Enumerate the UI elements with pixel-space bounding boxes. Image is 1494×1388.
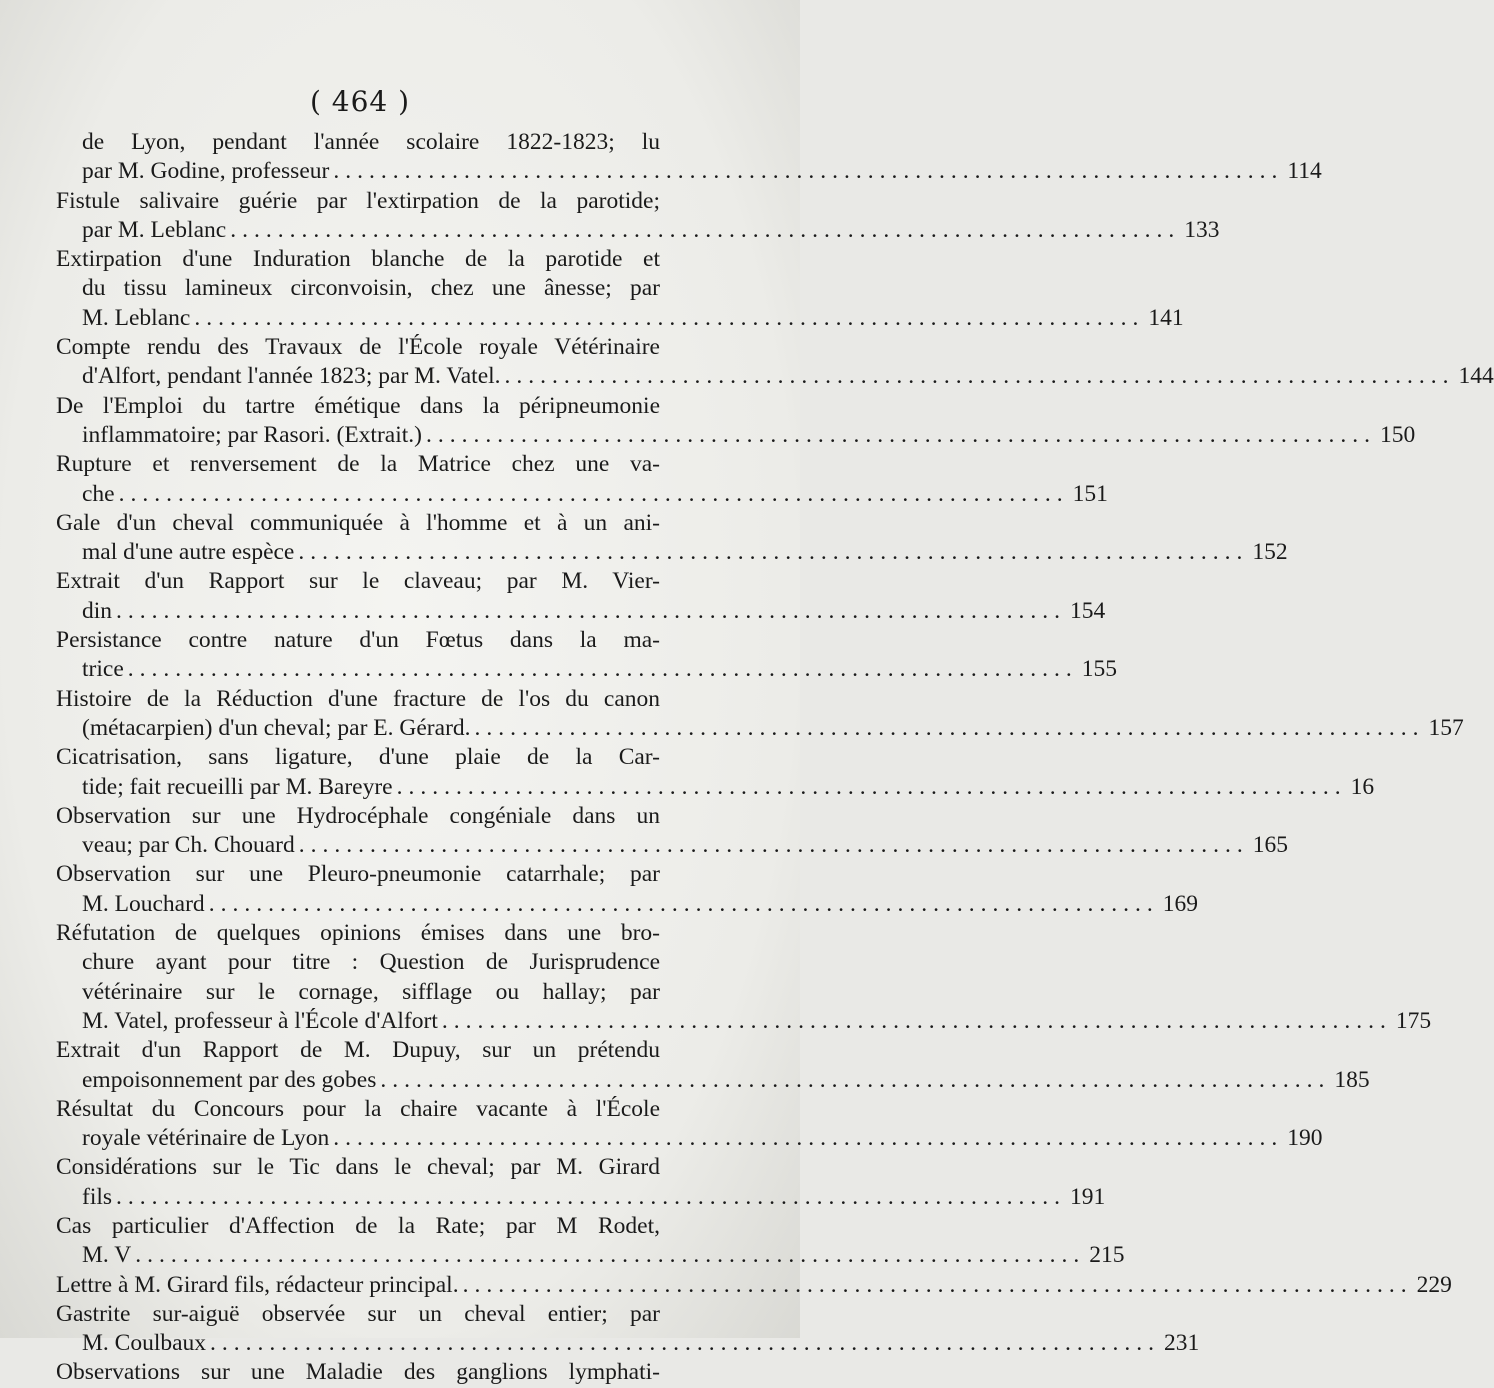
toc-entry	[56, 1358, 660, 1387]
toc-entry-page-number: 133	[1184, 216, 1220, 243]
toc-entry-text-line: Observation sur une Pleuro-pneumonie catarrhale; par	[56, 861, 660, 888]
toc-entry-title: veau; par Ch. Chouard	[82, 832, 295, 859]
toc-entry-page-number: 144	[1458, 363, 1494, 390]
toc-entry	[56, 1153, 1106, 1212]
toc-entry	[56, 187, 1220, 246]
dot-leader: ................................................................................	[462, 1271, 1413, 1298]
toc-entry-title: M. Leblanc	[82, 304, 191, 331]
toc-entry-title: par M. Leblanc	[82, 216, 227, 243]
dot-leader: ................................................................................	[194, 304, 1145, 331]
dot-leader: ................................................................................	[441, 1007, 1392, 1034]
toc-entry-last-line	[56, 773, 1375, 802]
toc-entry-last-line	[56, 1329, 1200, 1358]
toc-entry	[56, 392, 1416, 451]
toc-entry-title: M. Vatel, professeur à l'École d'Alfort	[82, 1007, 438, 1034]
toc-entry	[56, 333, 1494, 392]
toc-entry-title: inflammatoire; par Rasori. (Extrait.)	[82, 421, 422, 448]
toc-entry	[56, 450, 1108, 509]
toc-entry-last-line	[56, 714, 1464, 743]
dot-leader: ................................................................................	[396, 773, 1347, 800]
toc-entry-text-line: Extrait d'un Rapport de M. Dupuy, sur un prétendu	[56, 1037, 660, 1064]
dot-leader: ................................................................................	[210, 1330, 1161, 1357]
toc-entry-text-line: Réfutation de quelques opinions émises dans une bro-	[56, 920, 660, 947]
toc-entry-text-line: Observations sur une Maladie des ganglions lymphati-	[56, 1359, 660, 1386]
dot-leader: ................................................................................	[333, 158, 1284, 185]
toc-entry	[56, 743, 1375, 802]
toc-entry-title: trice	[82, 656, 124, 683]
dot-leader: ................................................................................	[298, 539, 1249, 566]
dot-leader: ................................................................................	[298, 832, 1249, 859]
toc-entry-text-line: Considérations sur le Tic dans le cheval; par M. Girard	[56, 1154, 660, 1181]
dot-leader: ................................................................................	[474, 714, 1425, 741]
dot-leader: ................................................................................	[230, 216, 1181, 243]
dot-leader: ................................................................................	[504, 363, 1455, 390]
toc-entry-last-line	[56, 216, 1220, 245]
toc-entry-text-line: Résultat du Concours pour la chaire vacante à l'École	[56, 1095, 660, 1122]
dot-leader: ................................................................................	[127, 656, 1078, 683]
toc-entry	[56, 1300, 1200, 1359]
toc-entry	[56, 1095, 1323, 1154]
dot-leader: ................................................................................	[118, 480, 1069, 507]
toc-entry-page-number: 150	[1379, 421, 1416, 448]
toc-entry-text-line: Cas particulier d'Affection de la Rate; par M Rodet,	[56, 1212, 660, 1239]
toc-entry-text-line: Extirpation d'une Induration blanche de la parotide et	[56, 246, 660, 273]
toc-entry-page-number: 154	[1070, 597, 1106, 624]
toc-entry-text-line: Observation sur une Hydrocéphale congéniale dans un	[56, 802, 660, 829]
toc-entry-text-line: Cicatrisation, sans ligature, d'une plaie de la Car-	[56, 744, 660, 771]
toc-entry-title: che	[82, 480, 115, 507]
toc-entry	[56, 1271, 1452, 1300]
dot-leader: ................................................................................	[333, 1125, 1284, 1152]
toc-entry-page-number: 190	[1287, 1125, 1323, 1152]
toc-entry-text-line: de Lyon, pendant l'année scolaire 1822-1823; lu	[82, 129, 660, 155]
toc-entry-text-line: Persistance contre nature d'un Fœtus dans la ma-	[56, 627, 660, 654]
toc-entry	[56, 919, 1432, 1036]
toc-entry-title: royale vétérinaire de Lyon	[82, 1125, 330, 1152]
toc-entry-page-number: 185	[1334, 1066, 1370, 1093]
toc-entry-last-line	[56, 538, 1288, 567]
toc-entry-title: Lettre à M. Girard fils, rédacteur principal.	[56, 1271, 459, 1298]
toc-entry-last-line	[56, 1066, 1370, 1095]
dot-leader: ................................................................................	[380, 1066, 1331, 1093]
toc-entry-last-line	[56, 480, 1108, 509]
toc-entry	[56, 1036, 1370, 1095]
toc-entry-last-line	[56, 421, 1416, 450]
toc-entry-title: mal d'une autre espèce	[82, 539, 295, 566]
toc-entry	[56, 567, 1106, 626]
toc-entry-last-line	[56, 1241, 1125, 1270]
toc-entry-last-line	[56, 655, 1117, 684]
toc-entry-title: M. Louchard	[82, 890, 205, 917]
table-of-contents	[56, 128, 1494, 1388]
toc-entry-last-line	[56, 1271, 1452, 1300]
toc-entry-page-number: 165	[1252, 832, 1289, 859]
toc-entry-text-line: Histoire de la Réduction d'une fracture de l'os du canon	[56, 685, 660, 712]
toc-entry-title: M. Coulbaux	[82, 1330, 207, 1357]
toc-entry-last-line	[56, 890, 1198, 919]
toc-entry-title: par M. Godine, professeur	[82, 158, 330, 185]
toc-entry-text-line: Gale d'un cheval communiquée à l'homme et à un ani-	[56, 509, 660, 536]
toc-entry-last-line	[56, 831, 1289, 860]
toc-entry-text-line: Fistule salivaire guérie par l'extirpation de la parotide;	[56, 187, 660, 214]
dot-leader: ................................................................................	[116, 597, 1067, 624]
toc-entry-page-number: 231	[1164, 1330, 1200, 1357]
toc-entry	[56, 1212, 1125, 1271]
toc-entry	[56, 128, 1322, 187]
toc-entry-page-number: 151	[1072, 480, 1108, 507]
dot-leader: ................................................................................	[425, 421, 1376, 448]
toc-entry-text-line: chure ayant pour titre : Question de Jurisprudence	[82, 949, 660, 976]
toc-entry	[56, 860, 1198, 919]
toc-entry-title: (métacarpien) d'un cheval; par E. Gérard.	[82, 714, 471, 741]
toc-entry-last-line	[56, 1124, 1323, 1153]
toc-entry	[56, 685, 1464, 744]
toc-entry-text-line: vétérinaire sur le cornage, sifflage ou hallay; par	[82, 978, 660, 1005]
toc-entry-text-line: Compte rendu des Travaux de l'École royale Vétérinaire	[56, 334, 660, 361]
toc-entry-title: din	[82, 597, 113, 624]
toc-entry	[56, 245, 1184, 333]
toc-entry-page-number: 175	[1395, 1007, 1432, 1034]
toc-entry	[56, 626, 1117, 685]
toc-entry-page-number: 141	[1148, 304, 1184, 331]
dot-leader: ................................................................................	[208, 890, 1159, 917]
toc-entry-title: fils	[82, 1183, 113, 1210]
toc-entry-page-number: 155	[1081, 656, 1117, 683]
toc-entry-last-line	[56, 304, 1184, 333]
toc-entry-page-number: 191	[1070, 1183, 1106, 1210]
toc-entry-page-number: 157	[1428, 714, 1464, 741]
toc-entry	[56, 802, 1289, 861]
toc-entry-title: d'Alfort, pendant l'année 1823; par M. Vatel.	[82, 363, 501, 390]
toc-entry-text-line: Rupture et renversement de la Matrice chez une va-	[56, 451, 660, 478]
toc-entry-page-number: 169	[1162, 890, 1198, 917]
toc-entry-last-line	[56, 157, 1322, 186]
toc-entry-title: empoisonnement par des gobes	[82, 1066, 377, 1093]
toc-entry-page-number: 16	[1350, 773, 1375, 800]
toc-entry-page-number: 215	[1089, 1242, 1125, 1269]
toc-entry-last-line	[56, 597, 1106, 626]
toc-entry-title: M. V	[82, 1242, 132, 1269]
dot-leader: ................................................................................	[135, 1242, 1086, 1269]
dot-leader: ................................................................................	[116, 1183, 1067, 1210]
toc-entry-text-line: Gastrite sur-aiguë observée sur un cheval entier; par	[56, 1300, 660, 1327]
toc-entry-text-line: De l'Emploi du tartre émétique dans la péripneumonie	[56, 392, 660, 419]
toc-entry-last-line	[56, 362, 1494, 391]
toc-entry-text-line: Extrait d'un Rapport sur le claveau; par M. Vier-	[56, 568, 660, 595]
toc-entry-title: tide; fait recueilli par M. Bareyre	[82, 773, 393, 800]
toc-entry-last-line	[56, 1183, 1106, 1212]
toc-entry-page-number: 114	[1287, 158, 1322, 185]
toc-entry-page-number: 152	[1252, 539, 1288, 566]
toc-entry-last-line	[56, 1007, 1432, 1036]
toc-entry	[56, 509, 1288, 568]
page-number: ( 464 )	[309, 85, 411, 118]
toc-entry-page-number: 229	[1416, 1271, 1452, 1298]
toc-entry-text-line: du tissu lamineux circonvoisin, chez une ânesse; par	[82, 275, 660, 302]
